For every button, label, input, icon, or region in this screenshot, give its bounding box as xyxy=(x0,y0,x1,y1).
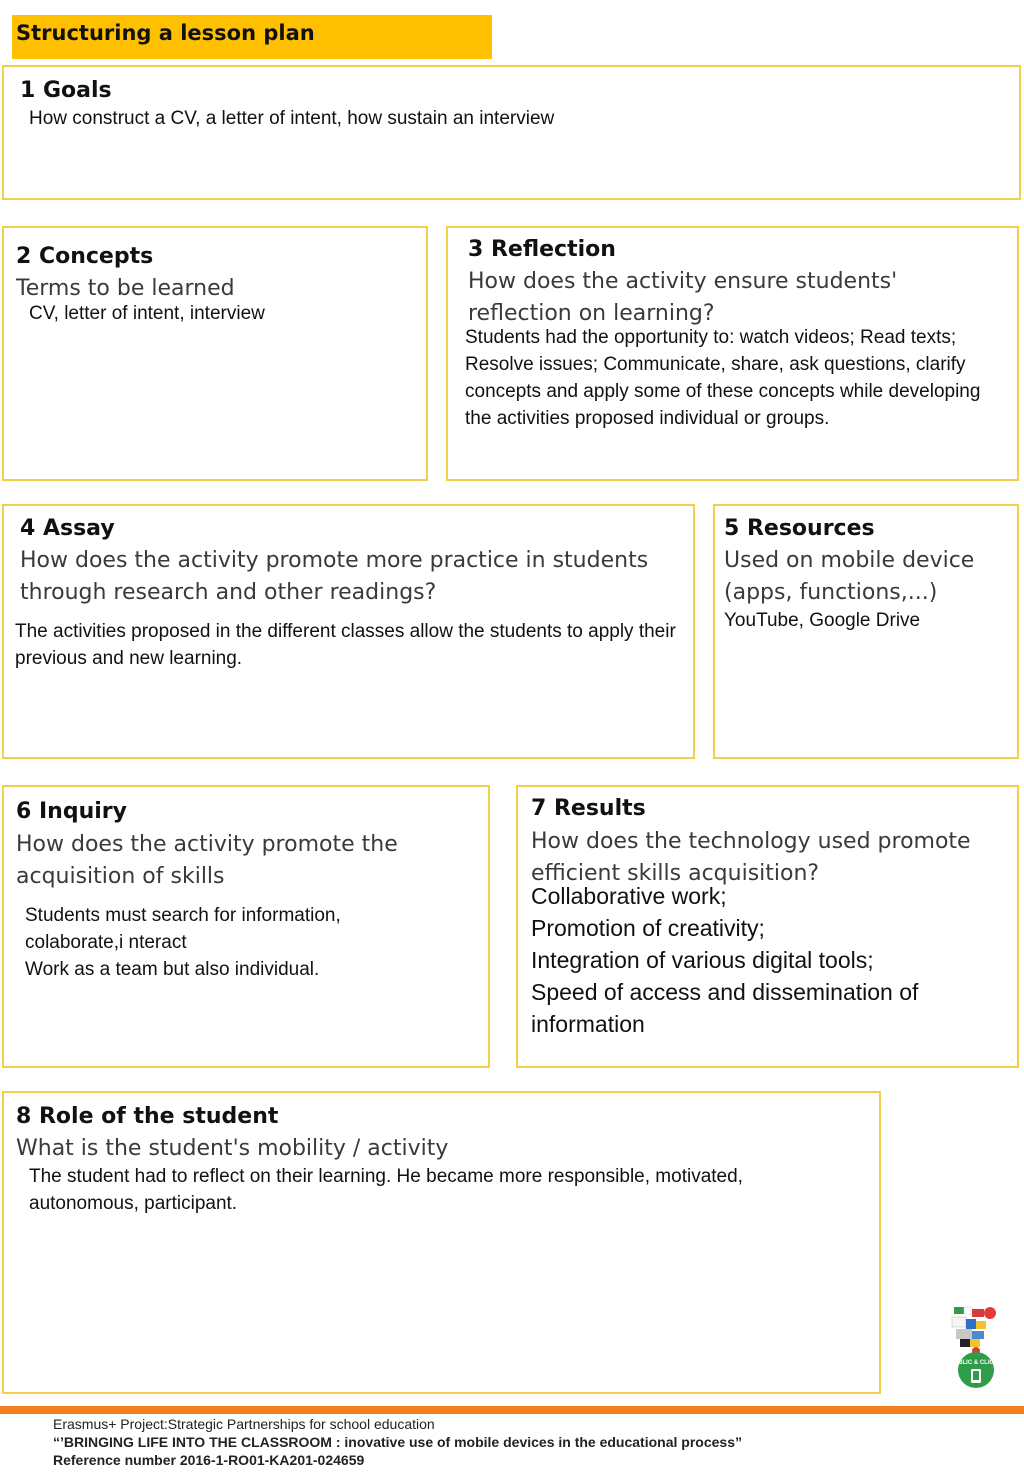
inquiry-line-2: colaborate,i nteract xyxy=(25,932,187,953)
goals-heading: 1 Goals xyxy=(20,78,112,103)
assay-text: The activities proposed in the different classes allow the students to apply their previous and new learning. xyxy=(15,621,676,669)
inquiry-box xyxy=(2,785,490,1068)
footer-project: Erasmus+ Project:Strategic Partnerships for school education xyxy=(53,1416,435,1432)
assay-heading: 4 Assay xyxy=(20,516,115,541)
inquiry-line-1: Students must search for information, xyxy=(25,905,341,926)
role-subheading: What is the student's mobility / activity xyxy=(16,1136,449,1161)
footer-divider xyxy=(0,1406,1024,1414)
concepts-text: CV, letter of intent, interview xyxy=(29,303,265,324)
footer xyxy=(53,1415,742,1469)
results-box xyxy=(516,785,1019,1068)
logo-label: BLIC & CLIC xyxy=(958,1360,994,1366)
goals-text: How construct a CV, a letter of intent, how sustain an interview xyxy=(29,108,555,129)
resources-subheading: Used on mobile device (apps, functions,...) xyxy=(724,548,975,605)
concepts-heading: 2 Concepts xyxy=(16,244,154,269)
reflection-heading: 3 Reflection xyxy=(468,237,616,262)
reflection-box xyxy=(446,226,1019,481)
goals-box xyxy=(2,65,1021,200)
role-box xyxy=(2,1091,881,1394)
inquiry-subheading: How does the activity promote the acquisition of skills xyxy=(16,832,398,889)
footer-reference: Reference number 2016-1-RO01-KA201-024659 xyxy=(53,1452,365,1468)
results-line-1: Collaborative work; xyxy=(531,883,727,909)
results-line-4: Speed of access and dissemination of information xyxy=(531,979,919,1037)
results-subheading: How does the technology used promote efficient skills acquisition? xyxy=(531,829,971,886)
project-logo xyxy=(946,1303,1006,1391)
reflection-subheading: How does the activity ensure students' reflection on learning? xyxy=(468,269,898,326)
results-line-2: Promotion of creativity; xyxy=(531,915,765,941)
reflection-text: Students had the opportunity to: watch videos; Read texts; Resolve issues; Communicate, share, ask questions, clarify concepts and apply some of these concepts while developing the activities proposed individual or groups. xyxy=(465,327,981,429)
concepts-box xyxy=(2,226,428,481)
inquiry-line-3: Work as a team but also individual. xyxy=(25,959,320,980)
role-text: The student had to reflect on their learning. He became more responsible, motivated, autonomous, participant. xyxy=(29,1166,743,1214)
inquiry-heading: 6 Inquiry xyxy=(16,799,127,824)
resources-heading: 5 Resources xyxy=(724,516,875,541)
page-title: Structuring a lesson plan xyxy=(16,21,315,45)
assay-box xyxy=(2,504,695,759)
assay-subheading: How does the activity promote more practice in students through research and other readings? xyxy=(20,548,649,605)
footer-project-title: “’BRINGING LIFE INTO THE CLASSROOM : inovative use of mobile devices in the educational process” xyxy=(53,1434,742,1450)
title-banner xyxy=(12,15,492,59)
concepts-subheading: Terms to be learned xyxy=(16,276,235,301)
resources-text: YouTube, Google Drive xyxy=(724,610,921,631)
results-line-3: Integration of various digital tools; xyxy=(531,947,874,973)
resources-box xyxy=(713,504,1019,759)
role-heading: 8 Role of the student xyxy=(16,1104,279,1129)
project-logo-icon xyxy=(946,1303,1006,1391)
results-heading: 7 Results xyxy=(531,796,646,821)
